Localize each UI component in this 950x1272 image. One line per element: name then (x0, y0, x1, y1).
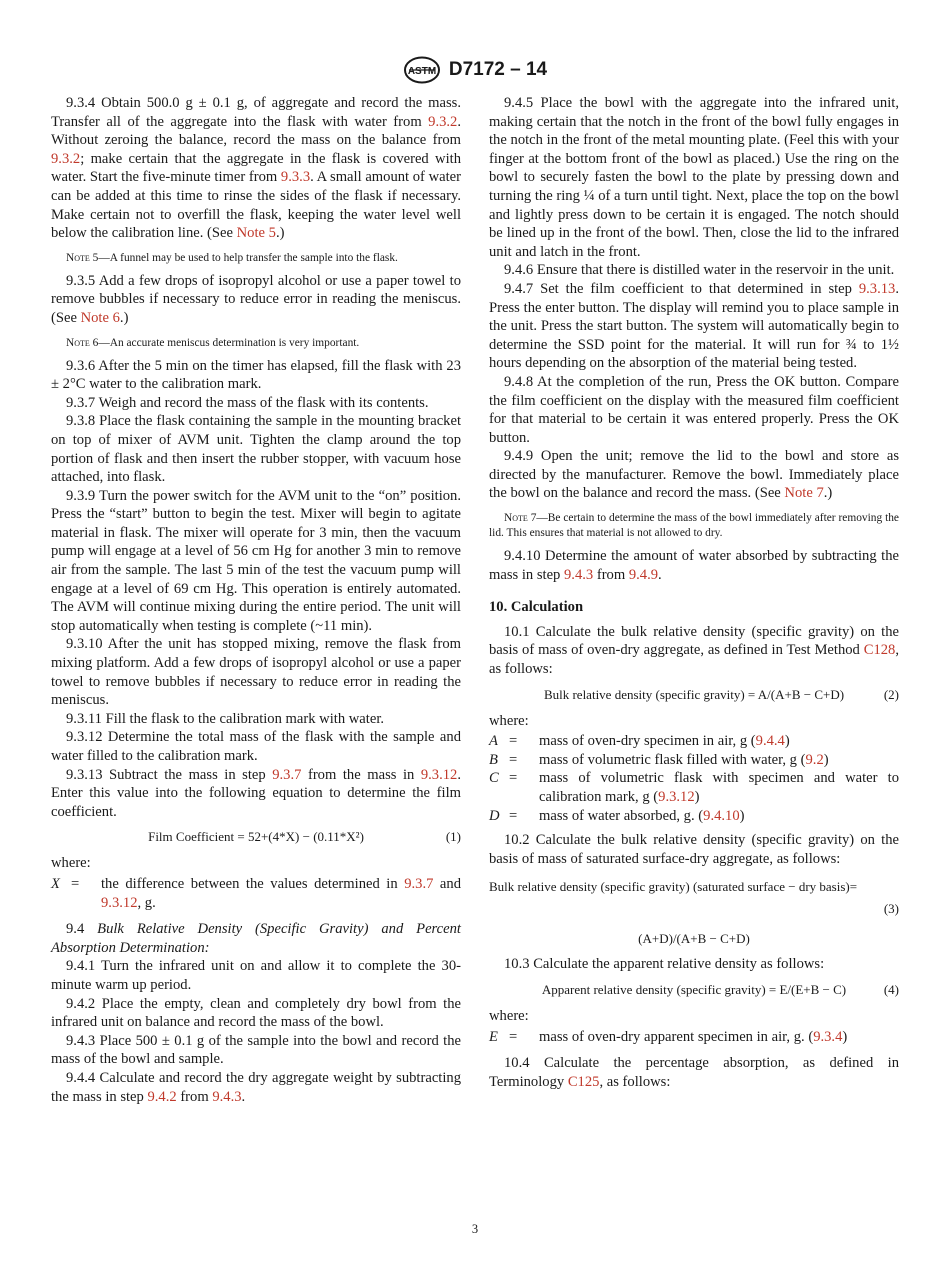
para-9-4-2: 9.4.2 Place the empty, clean and completely dry bowl from the infrared unit on balance and record the mass of the bowl. (51, 995, 461, 1031)
equation-number: (2) (883, 686, 899, 702)
ref-link[interactable]: 9.3.12 (101, 894, 138, 911)
para-9-3-6: 9.3.6 After the 5 min on the timer has elapsed, fill the flask with 23 ± 2°C water to the calibration mark. (51, 357, 461, 393)
note-5: Note 5—A funnel may be used to help transfer the sample into the flask. (66, 251, 398, 264)
ref-link[interactable]: 9.4.2 (147, 1088, 177, 1105)
definition-b: B = mass of volumetric flask filled with water, g (9.2) (489, 751, 829, 768)
ref-link[interactable]: 9.4.3 (212, 1088, 242, 1105)
note-6: Note 6—An accurate meniscus determination is very important. (66, 336, 360, 349)
document-id: D7172 – 14 (448, 59, 548, 80)
definition-d: D = mass of water absorbed, g. (9.4.10) (489, 807, 745, 824)
para-9-3-4: 9.3.4 Obtain 500.0 g ± 0.1 g, of aggregate and record the mass. Transfer all of the aggregate into the flask with water from 9.3.2. Without zeroing the balance, record the mass on the balance from 9.3.2; make certain that the aggregate in the flask is covered with water. Start the five-minute timer from 9.3.3. A small amount of water can be added at this time to rinse the sides of the flask if necessary. Make certain not to overfill the flask, keeping the water level well below the calibration line. (See Note 5.) (51, 95, 461, 242)
para-9-4-9: 9.4.9 Open the unit; remove the lid to the bowl and store as directed by the manufacturer. Remove the bowl. Immediately place the bowl on the balance and record the mass. (See Note 7.) (489, 448, 899, 502)
para-9-4-4: 9.4.4 Calculate and record the dry aggregate weight by subtracting the mass in step 9.4.2 from 9.4.3. (51, 1069, 461, 1105)
ref-link[interactable]: 9.3.7 (272, 766, 302, 783)
para-9-4-6: 9.4.6 Ensure that there is distilled water in the reservoir in the unit. (504, 262, 895, 279)
para-9-4: 9.4 Bulk Relative Density (Specific Gravity) and Percent Absorption Determination: (51, 921, 461, 956)
equation-3: Bulk relative density (specific gravity) (saturated surface − dry basis)= (3) (A+D)/(A+B − C+D) (489, 879, 899, 947)
para-9-4-5: 9.4.5 Place the bowl with the aggregate into the infrared unit, making certain that the notch in the front of the bowl fully engages in the notch in the front of the metal mounting plate. (Feel this with your finger at the bottom front of the bowl as placed.) Use the ring on the bowl to securely fasten the bowl to the plate by pressing down and turning the ring ¼ of a turn until tight. Next, place the top on the bowl and lightly press down to be certain it is engaged. The notch should be lined up in the front of the bowl. Then, close the lid to the infrared unit and latch in the front. (489, 95, 899, 260)
note-link[interactable]: Note 6 (80, 309, 120, 326)
ref-link[interactable]: 9.3.12 (658, 789, 695, 805)
right-column (489, 94, 899, 1091)
equation-number: (1) (445, 829, 461, 845)
svg-text:ASTM: ASTM (407, 66, 437, 77)
equation-1: Film Coefficient = 52+(4*X) − (0.11*X²) (1) (148, 829, 461, 845)
ref-link[interactable]: 9.3.2 (428, 113, 458, 130)
equation-number: (3) (883, 901, 899, 917)
definition-e: E = mass of oven-dry apparent specimen in air, g. (9.3.4) (489, 1028, 848, 1045)
ref-link[interactable]: 9.3.3 (280, 169, 311, 186)
para-9-3-11: 9.3.11 Fill the flask to the calibration mark with water. (66, 710, 385, 727)
ref-link[interactable]: 9.4.9 (628, 566, 659, 583)
para-10-2: 10.2 Calculate the bulk relative density (specific gravity) on the basis of mass of saturated surface-dry aggregate, as follows: (489, 832, 899, 867)
para-9-3-13: 9.3.13 Subtract the mass in step 9.3.7 from the mass in 9.3.12. Enter this value into the following equation to determine the film coefficient. (51, 766, 461, 820)
section-heading-calculation: 10. Calculation (489, 599, 584, 616)
ref-link[interactable]: 9.2 (805, 751, 824, 768)
para-9-4-3: 9.4.3 Place 500 ± 0.1 g of the sample into the bowl and record the mass of the bowl and sample. (51, 1032, 461, 1068)
page-header (0, 56, 950, 86)
para-9-3-5: 9.3.5 Add a few drops of isopropyl alcohol or use a paper towel to remove bubbles if necessary to reduce error in reading the meniscus. (See Note 6.) (51, 272, 461, 326)
ref-link[interactable]: 9.4.3 (564, 566, 594, 583)
para-10-4: 10.4 Calculate the percentage absorption, as defined in Terminology C125, as follows: (489, 1055, 899, 1090)
equation-2: Bulk relative density (specific gravity) = A/(A+B − C+D) (2) (543, 686, 899, 702)
para-9-3-9: 9.3.9 Turn the power switch for the AVM unit to the “on” position. Press the “start” button to begin the test. Mixer will begin to agitate material in flask. The mixer will operate for 3 min, then the vacuum pump will engage at a level of 56 cm Hg for another 3 min to remove air from the sample. The last 5 min of the test the vacuum pump will engage at a level of 69 cm Hg. This operation is entirely automated. The AVM will continue mixing during the entire period. The unit will stop automatically when testing is complete (~11 min). (51, 487, 461, 634)
ref-link[interactable]: C128 (863, 642, 896, 659)
ref-link[interactable]: 9.3.2 (51, 150, 81, 167)
note-link[interactable]: Note 5 (236, 225, 276, 242)
para-10-3: 10.3 Calculate the apparent relative density as follows: (504, 956, 825, 973)
ref-link[interactable]: 9.3.4 (813, 1028, 843, 1045)
note-link[interactable]: Note 7 (784, 485, 824, 502)
astm-logo-icon (403, 56, 441, 84)
ref-link[interactable]: 9.3.7 (404, 875, 434, 892)
definition-c: C = mass of volumetric flask with specimen and water to calibration mark, g (9.3.12) (489, 770, 899, 805)
ref-link[interactable]: 9.3.13 (858, 280, 896, 297)
ref-link[interactable]: 9.3.12 (420, 766, 458, 783)
note-7: Note 7—Be certain to determine the mass of the bowl immediately after removing the lid. This ensures that material is not allowed to dry. (489, 512, 899, 540)
page-number: 3 (471, 1222, 479, 1236)
where-label: where: (489, 712, 529, 729)
equation-4: Apparent relative density (specific gravity) = E/(E+B − C) (4) (541, 981, 899, 997)
para-9-3-10: 9.3.10 After the unit has stopped mixing, remove the flask from mixing platform. Add a few drops of isopropyl alcohol or use a paper towel to remove bubbles if necessary to reduce error in reading the meniscus. (51, 636, 461, 709)
left-column (51, 94, 461, 1106)
para-10-1: 10.1 Calculate the bulk relative density (specific gravity) on the basis of mass of oven-dry aggregate, as defined in Test Method C128, as follows: (489, 623, 899, 678)
where-label: where: (51, 855, 91, 872)
where-label: where: (489, 1007, 529, 1024)
para-9-4-8: 9.4.8 At the completion of the run, Press the OK button. Compare the film coefficient on the display with the measured film coefficient for that material to be certain it was entered properly. Press the OK button. (489, 373, 899, 446)
ref-link[interactable]: 9.4.10 (703, 807, 740, 824)
equation-number: (4) (883, 981, 899, 997)
para-9-4-10: 9.4.10 Determine the amount of water absorbed by subtracting the mass in step 9.4.3 from 9.4.9. (489, 548, 899, 583)
para-9-4-7: 9.4.7 Set the film coefficient to that determined in step 9.3.13. Press the enter button. The display will remind you to place sample in the unit. Press the start button. The system will automatically begin to determine the SSD point for the material. It will run for ¾ to 1½ hours depending on the absorption of the material being tested. (489, 280, 899, 372)
definition-x: X = the difference between the values determined in 9.3.7 and 9.3.12, g. (51, 875, 461, 911)
ref-link[interactable]: 9.4.4 (755, 733, 785, 750)
para-9-4-1: 9.4.1 Turn the infrared unit on and allow it to complete the 30-minute warm up period. (51, 958, 461, 993)
ref-link[interactable]: C125 (567, 1073, 600, 1090)
para-9-3-12: 9.3.12 Determine the total mass of the flask with the sample and water filled to the calibration mark. (51, 729, 461, 764)
section-title: Bulk Relative Density (Specific Gravity) and Percent Absorption Determination: (51, 921, 461, 956)
definition-a: A = mass of oven-dry specimen in air, g (9.4.4) (489, 733, 790, 750)
para-9-3-7: 9.3.7 Weigh and record the mass of the flask with its contents. (66, 394, 429, 411)
para-9-3-8: 9.3.8 Place the flask containing the sample in the mounting bracket on top of mixer of AVM unit. Tighten the clamp around the top portion of flask and then insert the rubber stopper, with vacuum hose attached, into flask. (51, 413, 461, 486)
